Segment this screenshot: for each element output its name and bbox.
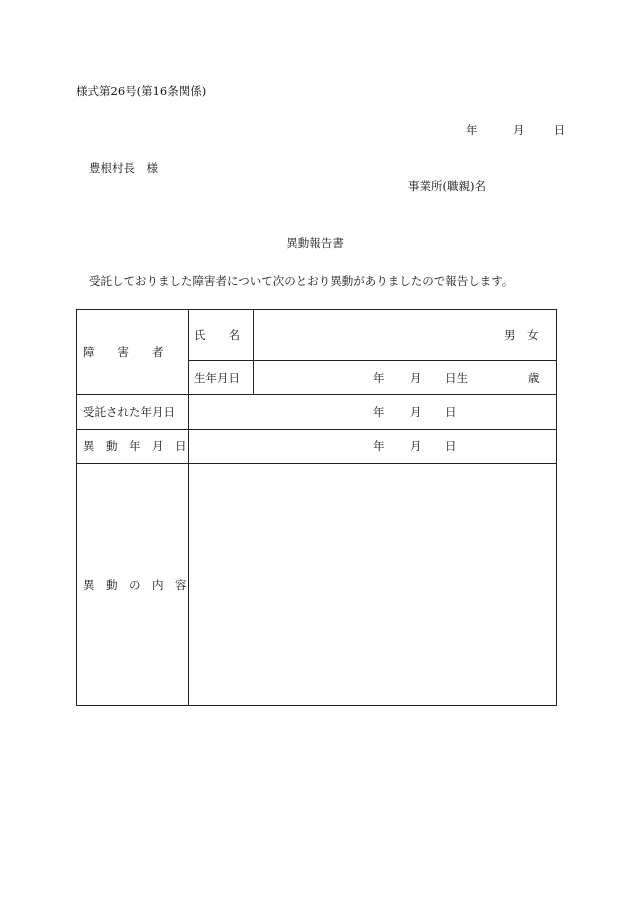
change-content-field[interactable] xyxy=(190,465,554,703)
entrusted-year: 年 xyxy=(373,405,385,419)
birthdate-day: 日生 xyxy=(445,371,468,385)
entrusted-day: 日 xyxy=(445,405,457,419)
date-day: 日 xyxy=(553,123,566,137)
date-month: 月 xyxy=(512,123,525,137)
change-month: 月 xyxy=(410,439,422,453)
name-label: 氏 名 xyxy=(194,328,240,342)
document-title: 異動報告書 xyxy=(286,236,344,250)
entrusted-date-label: 受託された年月日 xyxy=(83,405,175,419)
intro-text: 受託しておりました障害者について次のとおり異動がありましたので報告します。 xyxy=(89,274,514,288)
form-number: 様式第26号(第16条関係) xyxy=(76,84,207,98)
age-suffix: 歳 xyxy=(528,371,540,385)
report-table xyxy=(76,309,557,706)
entrusted-month: 月 xyxy=(410,405,422,419)
date-year: 年 xyxy=(466,123,478,137)
office-name-label: 事業所(職親)名 xyxy=(408,179,486,193)
birthdate-year: 年 xyxy=(373,371,385,385)
change-date-label: 異 動 年 月 日 xyxy=(83,439,187,453)
addressee: 豊根村長 様 xyxy=(89,161,158,175)
birthdate-label: 生年月日 xyxy=(194,371,240,385)
change-day: 日 xyxy=(445,439,457,453)
gender-options[interactable]: 男 女 xyxy=(504,328,539,342)
change-content-label: 異 動 の 内 容 xyxy=(83,578,187,592)
date-line xyxy=(466,123,565,137)
birthdate-month: 月 xyxy=(410,371,422,385)
person-label: 障 害 者 xyxy=(83,345,164,359)
change-year: 年 xyxy=(373,439,385,453)
